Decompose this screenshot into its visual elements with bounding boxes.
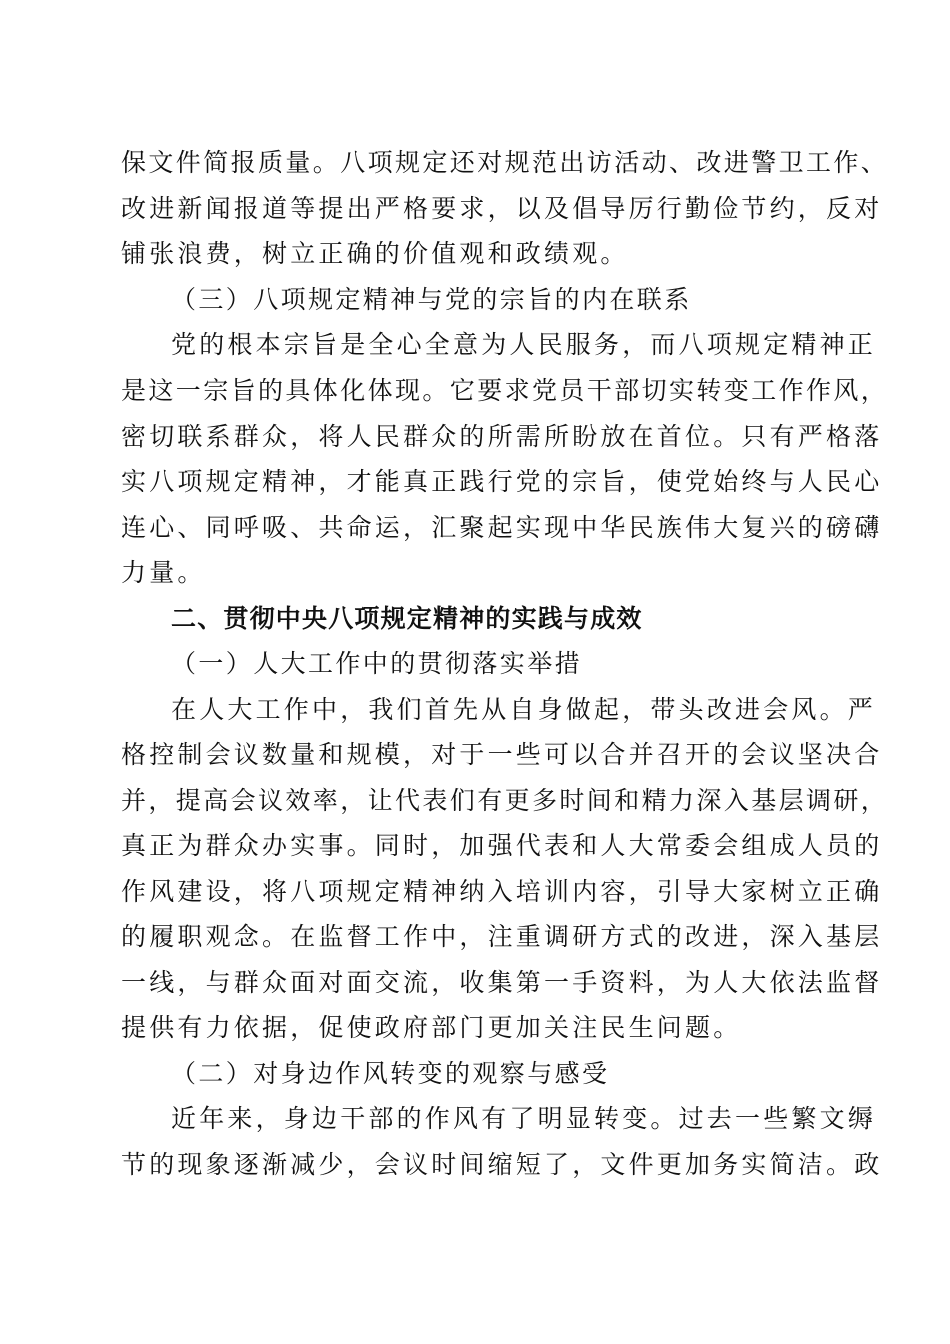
paragraph-line: 格控制会议数量和规模，对于一些可以合并召开的会议坚决合 <box>121 740 883 769</box>
paragraph-line: 并，提高会议效率，让代表们有更多时间和精力深入基层调研， <box>121 786 889 815</box>
paragraph-line: 实八项规定精神，才能真正践行党的宗旨，使党始终与人民心 <box>121 467 883 496</box>
paragraph-line: 在人大工作中，我们首先从自身做起，带头改进会风。严 <box>171 695 877 724</box>
section-subheading: （三）八项规定精神与党的宗旨的内在联系 <box>171 285 692 314</box>
paragraph-line: 节的现象逐渐减少，会议时间缩短了，文件更加务实简洁。政 <box>121 1150 883 1179</box>
paragraph-line: 提供有力依据，促使政府部门更加关注民生问题。 <box>121 1013 742 1042</box>
paragraph-line: 改进新闻报道等提出严格要求，以及倡导厉行勤俭节约，反对 <box>121 194 883 223</box>
section-heading: 二、贯彻中央八项规定精神的实践与成效 <box>171 604 643 633</box>
paragraph-line: 密切联系群众，将人民群众的所需所盼放在首位。只有严格落 <box>121 422 883 451</box>
section-subheading: （一）人大工作中的贯彻落实举措 <box>171 649 583 678</box>
paragraph-line: 连心、同呼吸、共命运，汇聚起实现中华民族伟大复兴的磅礴 <box>121 513 883 542</box>
paragraph-line: 作风建设，将八项规定精神纳入培训内容，引导大家树立正确 <box>121 877 883 906</box>
paragraph-line: 党的根本宗旨是全心全意为人民服务，而八项规定精神正 <box>171 330 877 359</box>
paragraph-line: 铺张浪费，树立正确的价值观和政绩观。 <box>121 239 629 268</box>
paragraph-line: 力量。 <box>121 558 206 587</box>
section-subheading: （二）对身边作风转变的观察与感受 <box>171 1059 610 1088</box>
paragraph-line: 近年来，身边干部的作风有了明显转变。过去一些繁文缛 <box>171 1104 877 1133</box>
paragraph-line: 是这一宗旨的具体化体现。它要求党员干部切实转变工作作风， <box>121 376 889 405</box>
paragraph-line: 真正为群众办实事。同时，加强代表和人大常委会组成人员的 <box>121 831 883 860</box>
paragraph-line: 的履职观念。在监督工作中，注重调研方式的改进，深入基层 <box>121 922 883 951</box>
paragraph-line: 保文件简报质量。八项规定还对规范出访活动、改进警卫工作、 <box>121 148 889 177</box>
paragraph-line: 一线，与群众面对面交流，收集第一手资料，为人大依法监督 <box>121 968 883 997</box>
